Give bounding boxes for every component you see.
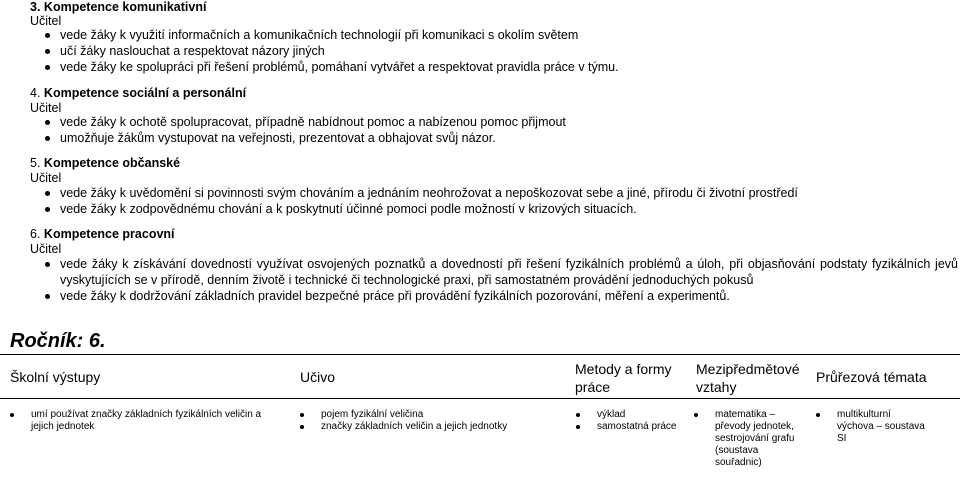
bullet-icon: [45, 33, 50, 38]
section-6-number: 6.: [30, 227, 41, 241]
list-item: matematika – převody jednotek, sestrojování grafu (soustava souřadnic): [715, 409, 800, 469]
cell-prurezova: [837, 409, 927, 445]
table-top-border: [0, 354, 960, 355]
grade-heading: Ročník: 6.: [10, 330, 106, 352]
list-item: vede žáky k dodržování základních pravidel bezpečné práce při provádění fyzikálních pozorování, měření a experimentů.: [60, 288, 958, 304]
header-skolni-vystupy: Školní výstupy: [10, 369, 101, 385]
section-3-teacher: Učitel: [30, 14, 62, 28]
bullet-icon: [576, 425, 580, 429]
section-5-teacher: Učitel: [30, 171, 62, 185]
bullet-icon: [45, 294, 50, 299]
list-item: umí používat značky základních fyzikálních veličin a jejich jednotek: [31, 409, 281, 433]
header-mezipredmetove: Mezipředmětové vztahy: [696, 361, 800, 395]
list-item: výklad: [597, 409, 692, 421]
header-metody: Metody a formy práce: [575, 361, 672, 395]
section-6-list: [60, 256, 958, 304]
list-item: značky základních veličin a jejich jednotky: [321, 421, 561, 433]
section-4-title: Kompetence sociální a personální: [43, 86, 247, 100]
bullet-icon: [45, 136, 50, 141]
section-6-heading: [30, 227, 175, 241]
cell-skolni-vystupy: [31, 409, 281, 433]
bullet-icon: [45, 191, 50, 196]
list-item: vede žáky k ochotě spolupracovat, případně nabídnout pomoc a nabízenou pomoc přijmout: [60, 114, 566, 130]
list-item: umožňuje žákům vystupovat na veřejnosti, prezentovat a obhajovat svůj názor.: [60, 130, 566, 146]
list-item: vede žáky k uvědomění si povinnosti svým chováním a jednáním neohrožovat a nepoškozovat sebe a jiné, přírodu či životní prostředí: [60, 185, 798, 201]
list-item: učí žáky naslouchat a respektovat názory jiných: [60, 43, 619, 59]
section-3-list: [60, 27, 619, 75]
section-3-number: 3.: [30, 0, 41, 14]
header-prurezova: Průřezová témata: [816, 369, 927, 385]
section-5-title: Kompetence občanské: [43, 156, 181, 170]
section-4-number: 4.: [30, 86, 41, 100]
list-item: multikulturní výchova – soustava SI: [837, 409, 927, 445]
cell-metody: [597, 409, 692, 433]
list-item: vede žáky ke spolupráci při řešení problémů, pomáhaní vytvářet a respektovat pravidla práce v týmu.: [60, 59, 619, 75]
header-ucivo: Učivo: [300, 369, 336, 385]
table-header-border: [0, 398, 960, 399]
bullet-icon: [816, 413, 820, 417]
section-4-heading: [30, 86, 246, 100]
bullet-icon: [45, 207, 50, 212]
section-5-list: [60, 185, 798, 217]
bullet-icon: [45, 262, 50, 267]
bullet-icon: [576, 413, 580, 417]
cell-mezipredmetove: [715, 409, 800, 469]
cell-ucivo: [321, 409, 561, 433]
section-5-heading: [30, 156, 180, 170]
bullet-icon: [45, 49, 50, 54]
list-item: vede žáky k zodpovědnému chování a k poskytnutí účinné pomoci podle možností v krizových situacích.: [60, 201, 798, 217]
section-4-teacher: Učitel: [30, 101, 62, 115]
list-item: vede žáky k získávání dovedností využívat osvojených poznatků a dovedností při řešení fyzikálních problémů a úloh, při objasňování podstaty fyzikálních jevů vyskytujících se v přírodě, denním životě i technické či technologické praxi, při samostatném provádění jednoduchých pokusů: [60, 256, 958, 288]
section-6-teacher: Učitel: [30, 242, 62, 256]
bullet-icon: [10, 413, 14, 417]
bullet-icon: [694, 413, 698, 417]
list-item: vede žáky k využití informačních a komunikačních technologií při komunikaci s okolím světem: [60, 27, 619, 43]
bullet-icon: [45, 120, 50, 125]
bullet-icon: [300, 425, 304, 429]
bullet-icon: [300, 413, 304, 417]
section-3-title: Kompetence komunikativní: [43, 0, 207, 14]
section-6-title: Kompetence pracovní: [43, 227, 175, 241]
section-5-number: 5.: [30, 156, 41, 170]
list-item: samostatná práce: [597, 421, 692, 433]
list-item: pojem fyzikální veličina: [321, 409, 561, 421]
section-3-heading: [30, 0, 206, 14]
section-4-list: [60, 114, 566, 146]
bullet-icon: [45, 65, 50, 70]
